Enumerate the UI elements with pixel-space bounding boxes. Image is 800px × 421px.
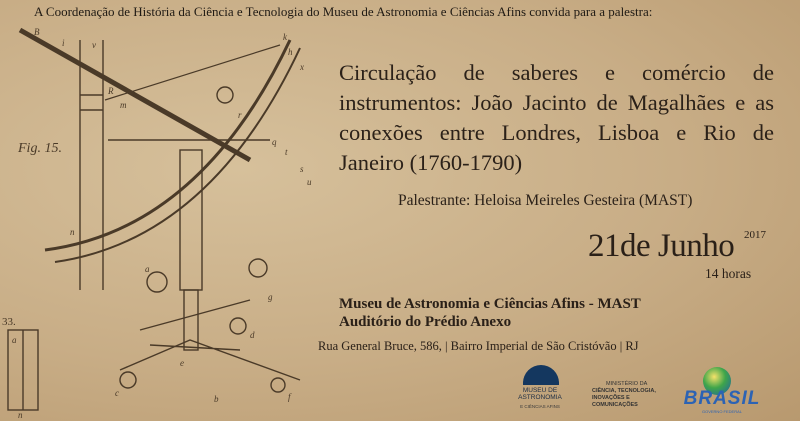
engraving-letter: h [288,47,293,57]
figure-label-2: 33. [2,316,16,328]
ministry-logo-text [592,388,662,409]
engraving-letter: q [272,137,277,147]
engraving-letter: u [307,177,312,187]
engraving-letter: B [34,27,40,37]
engraving-letter: r [238,110,242,120]
lecture-title: Circulação de saberes e comércio de instrumentos: João Jacinto de Magalhães e as conexões entre Londres, Lisboa e Rio de Janeiro (1760-1790) [339,60,774,175]
engraving-letter: a [145,264,150,274]
instrument-engraving [0,0,330,421]
ministry-logo-line: CIÊNCIA, TECNOLOGIA, [592,388,656,394]
engraving-letter: d [250,330,255,340]
engraving-letter: c [115,388,119,398]
figure-label: Fig. 15. [18,141,62,156]
engraving-letter: a [12,335,17,345]
engraving-letter: x [300,62,304,72]
mast-logo [505,363,575,417]
ministry-logo [592,381,662,411]
mast-logo-line: ASTRONOMIA [518,394,562,401]
event-time: 14 horas [705,266,752,281]
venue-room: Auditório do Prédio Anexo [339,314,512,330]
engraving-letter: e [180,358,184,368]
venue-address: Rua General Bruce, 586, | Bairro Imperial de São Cristóvão | RJ [318,339,639,353]
engraving-letter: b [214,394,219,404]
engraving-letter: R [108,86,114,96]
invitation-intro: A Coordenação de História da Ciência e Tecnologia do Museu de Astronomia e Ciências Afins convida para a palestra: [34,4,653,19]
engraving-letter: t [285,147,288,157]
event-year: 2017 [744,229,766,241]
engraving-letter: n [18,410,23,420]
brasil-logo [668,366,776,414]
engraving-letter: i [62,38,65,48]
ministry-logo-line: MINISTÉRIO DA [606,381,648,387]
engraving-letter: s [300,164,304,174]
event-date: 21de Junho [588,228,735,264]
observatory-dome-icon [523,365,559,385]
engraving-letter: v [92,40,96,50]
engraving-letter: f [288,392,291,402]
speaker-line: Palestrante: Heloisa Meireles Gesteira (MAST) [398,192,693,209]
engraving-letter: g [268,292,273,302]
brasil-logo-word: BRASIL [683,388,761,409]
mast-logo-subtext: E CIÊNCIAS AFINS [520,404,560,409]
engraving-letter: k [283,32,287,42]
engraving-letter: n [70,227,75,237]
engraving-letter: m [120,100,127,110]
mast-logo-text [505,387,575,401]
brasil-logo-sub: GOVERNO FEDERAL [701,409,742,414]
ministry-logo-line: INOVAÇÕES E COMUNICAÇÕES [592,395,638,408]
mast-logo-line: MUSEU DE [522,387,558,394]
venue-name: Museu de Astronomia e Ciências Afins - MAST [339,296,641,312]
